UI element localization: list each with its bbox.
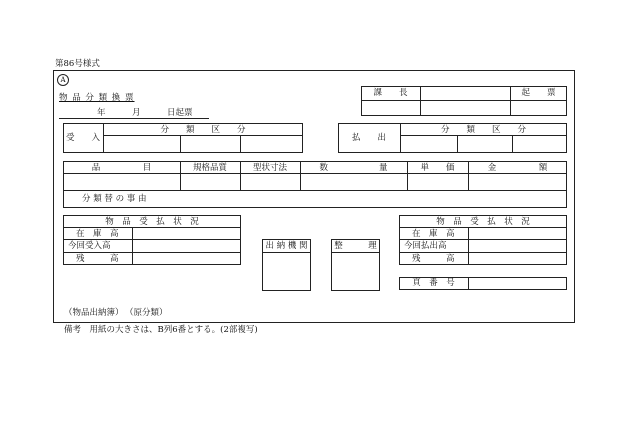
header-unit-price: 単 価 <box>420 163 455 173</box>
page-number-label: 頁 番 号 <box>412 278 455 288</box>
status-right-stock: 在 庫 高 <box>412 229 455 239</box>
date-day-label: 日起票 <box>167 108 193 118</box>
header-quantity: 数 量 <box>319 163 388 173</box>
payout-label: 払 出 <box>351 133 386 143</box>
receive-classification: 分 類 区 分 <box>160 125 246 135</box>
section-chief-label: 課 長 <box>373 88 408 98</box>
status-right-paid-out: 今回払出高 <box>404 241 447 251</box>
header-spec: 規格品質 <box>192 163 227 173</box>
status-right-title: 物 品 受 払 状 況 <box>436 217 530 227</box>
reason-label: 分 類 替 の 事 由 <box>82 194 147 204</box>
payout-classification: 分 類 区 分 <box>440 125 526 135</box>
form-title: 物 品 分 類 換 票 <box>59 93 135 103</box>
status-right-balance: 残 高 <box>412 254 455 264</box>
status-left-stock: 在 庫 高 <box>76 229 119 239</box>
header-shape: 型状寸法 <box>252 163 287 173</box>
date-month: 月 <box>132 108 141 118</box>
original-class-note: （原分類） <box>125 308 168 318</box>
header-item: 品 目 <box>91 163 152 173</box>
arrangement-label: 整 理 <box>334 241 377 251</box>
form-number: 第86号様式 <box>55 59 100 69</box>
drafter-label: 起 票 <box>521 88 556 98</box>
header-amount: 金 額 <box>487 163 548 173</box>
status-left-title: 物 品 受 払 状 況 <box>105 217 199 227</box>
status-left-received: 今回受入高 <box>68 241 111 251</box>
date-underline <box>59 118 209 119</box>
stamp-mark: A <box>57 74 69 86</box>
ledger-note: （物品出納簿） <box>64 308 124 318</box>
status-left-balance: 残 高 <box>76 254 119 264</box>
date-year: 年 <box>97 108 106 118</box>
accounting-org-label: 出 納 機 関 <box>265 241 308 251</box>
receive-label: 受 入 <box>65 133 100 143</box>
remark: 備考 用紙の大きさは、B列6番とする。(2部複写) <box>64 325 258 335</box>
